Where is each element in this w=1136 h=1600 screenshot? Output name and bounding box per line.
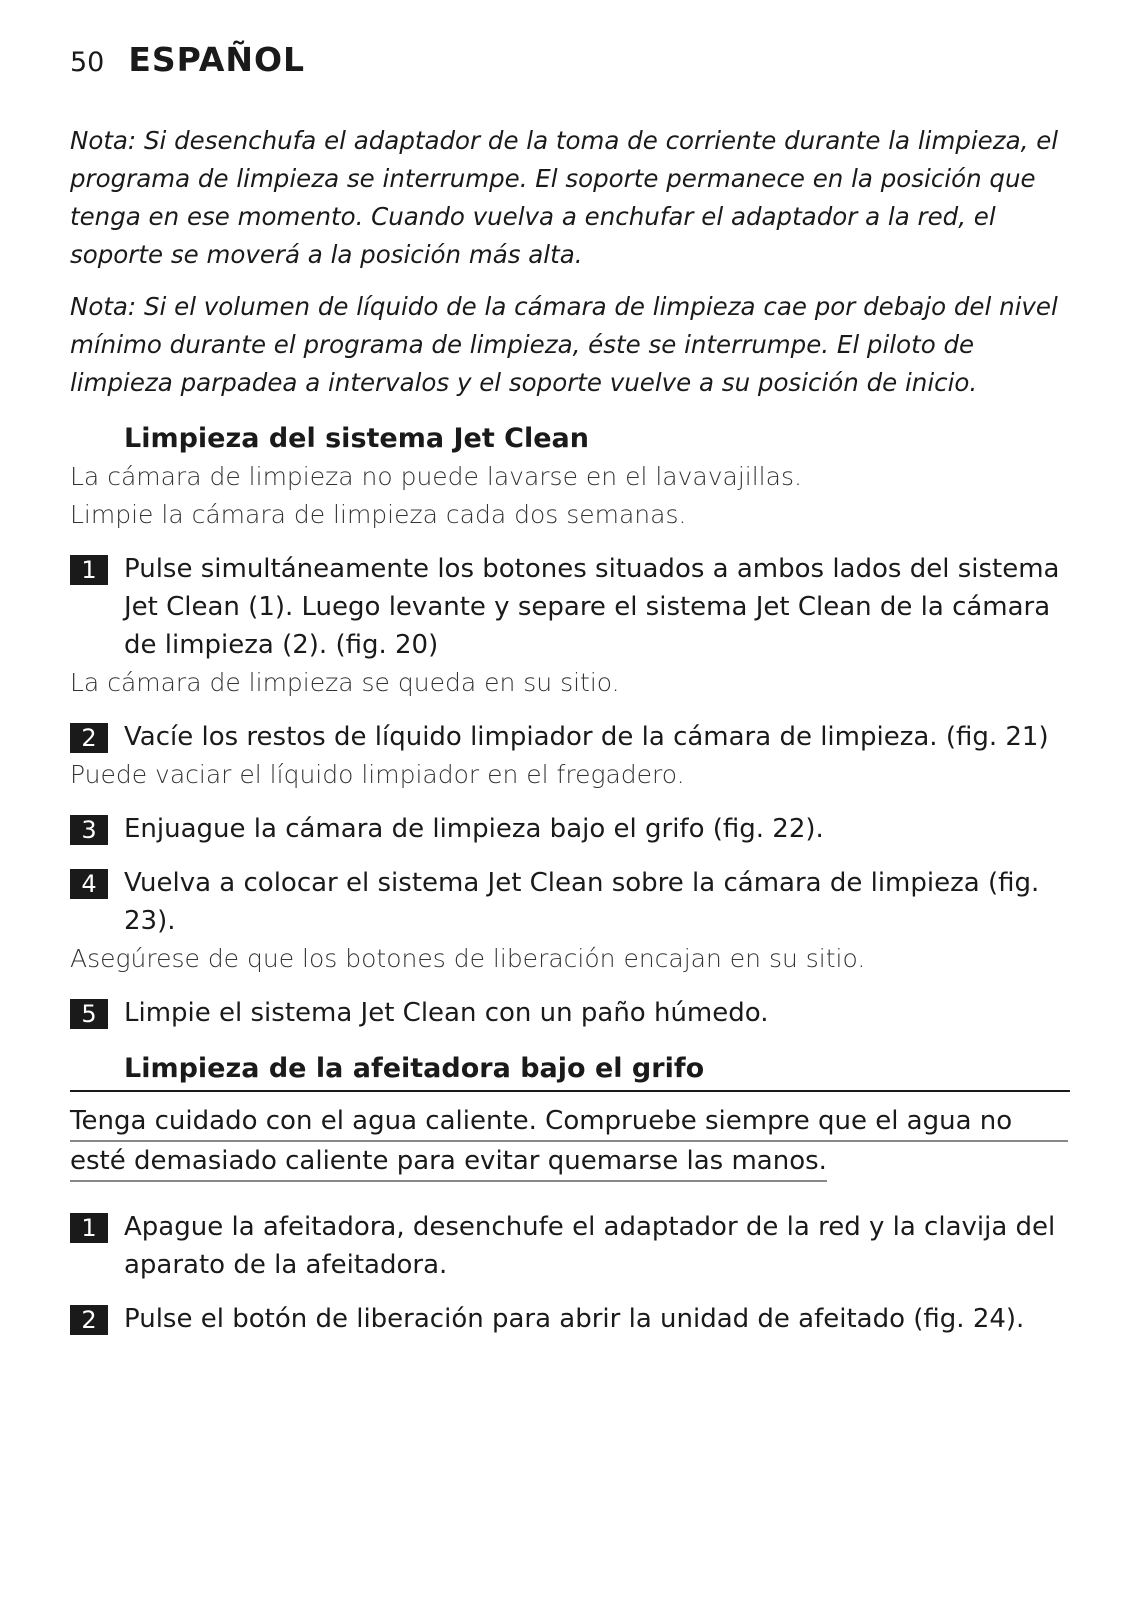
step-number: 2 [70, 1305, 108, 1335]
step-number: 1 [70, 555, 108, 585]
step-text: Pulse simultáneamente los botones situados a ambos lados del sistema Jet Clean (1). Luego levante y separe el sistema Jet Clean de la cámara de limpieza (2). (fig. 20) [124, 554, 1060, 660]
section-title-jet-clean: Limpieza del sistema Jet Clean [124, 423, 589, 454]
note-unplug: Nota: Si desenchufa el adaptador de la toma de corriente durante la limpieza, el programa de limpieza se interrumpe. El soporte permanece en la posición que tenga en ese momento. Cuando vuelva a enchufar el adaptador a la red, el soporte se moverá a la posición más alta. [70, 126, 1059, 269]
warning-line: Tenga cuidado con el agua caliente. Compruebe siempre que el agua no [70, 1102, 1068, 1142]
step-item [70, 1300, 1070, 1338]
step-item [70, 718, 1070, 756]
step-number: 4 [70, 869, 108, 899]
step-result: La cámara de limpieza se queda en su sitio. [70, 668, 620, 697]
warning-block [70, 1102, 1070, 1182]
step-number: 5 [70, 999, 108, 1029]
step-item [70, 810, 1070, 848]
step-text: Apague la afeitadora, desenchufe el adaptador de la red y la clavija del aparato de la afeitadora. [124, 1212, 1056, 1280]
language-title: ESPAÑOL [128, 40, 306, 79]
intro-line: Limpie la cámara de limpieza cada dos semanas. [70, 500, 687, 529]
section-divider [70, 1090, 1070, 1092]
step-text: Vuelva a colocar el sistema Jet Clean sobre la cámara de limpieza (fig. 23). [124, 868, 1040, 936]
step-item [70, 1208, 1070, 1284]
page-content [70, 122, 1070, 1338]
step-number: 3 [70, 815, 108, 845]
section-title-rinse: Limpieza de la afeitadora bajo el grifo [124, 1053, 705, 1084]
page-header [70, 40, 305, 90]
step-result: Puede vaciar el líquido limpiador en el fregadero. [70, 760, 685, 789]
step-item [70, 994, 1070, 1032]
step-text: Vacíe los restos de líquido limpiador de la cámara de limpieza. (fig. 21) [124, 722, 1049, 752]
step-text: Pulse el botón de liberación para abrir la unidad de afeitado (fig. 24). [124, 1304, 1025, 1334]
step-text: Enjuague la cámara de limpieza bajo el grifo (fig. 22). [124, 814, 824, 844]
step-number: 2 [70, 723, 108, 753]
step-number: 1 [70, 1213, 108, 1243]
page-number: 50 [70, 47, 105, 78]
note-liquid-level: Nota: Si el volumen de líquido de la cámara de limpieza cae por debajo del nivel mínimo durante el programa de limpieza, éste se interrumpe. El piloto de limpieza parpadea a intervalos y el soporte vuelve a su posición de inicio. [70, 292, 1058, 397]
step-item [70, 550, 1070, 664]
warning-line: esté demasiado caliente para evitar quemarse las manos. [70, 1142, 827, 1182]
intro-line: La cámara de limpieza no puede lavarse en el lavavajillas. [70, 462, 802, 491]
step-text: Limpie el sistema Jet Clean con un paño húmedo. [124, 998, 769, 1028]
step-result: Asegúrese de que los botones de liberación encajan en su sitio. [70, 944, 866, 973]
step-item [70, 864, 1070, 940]
